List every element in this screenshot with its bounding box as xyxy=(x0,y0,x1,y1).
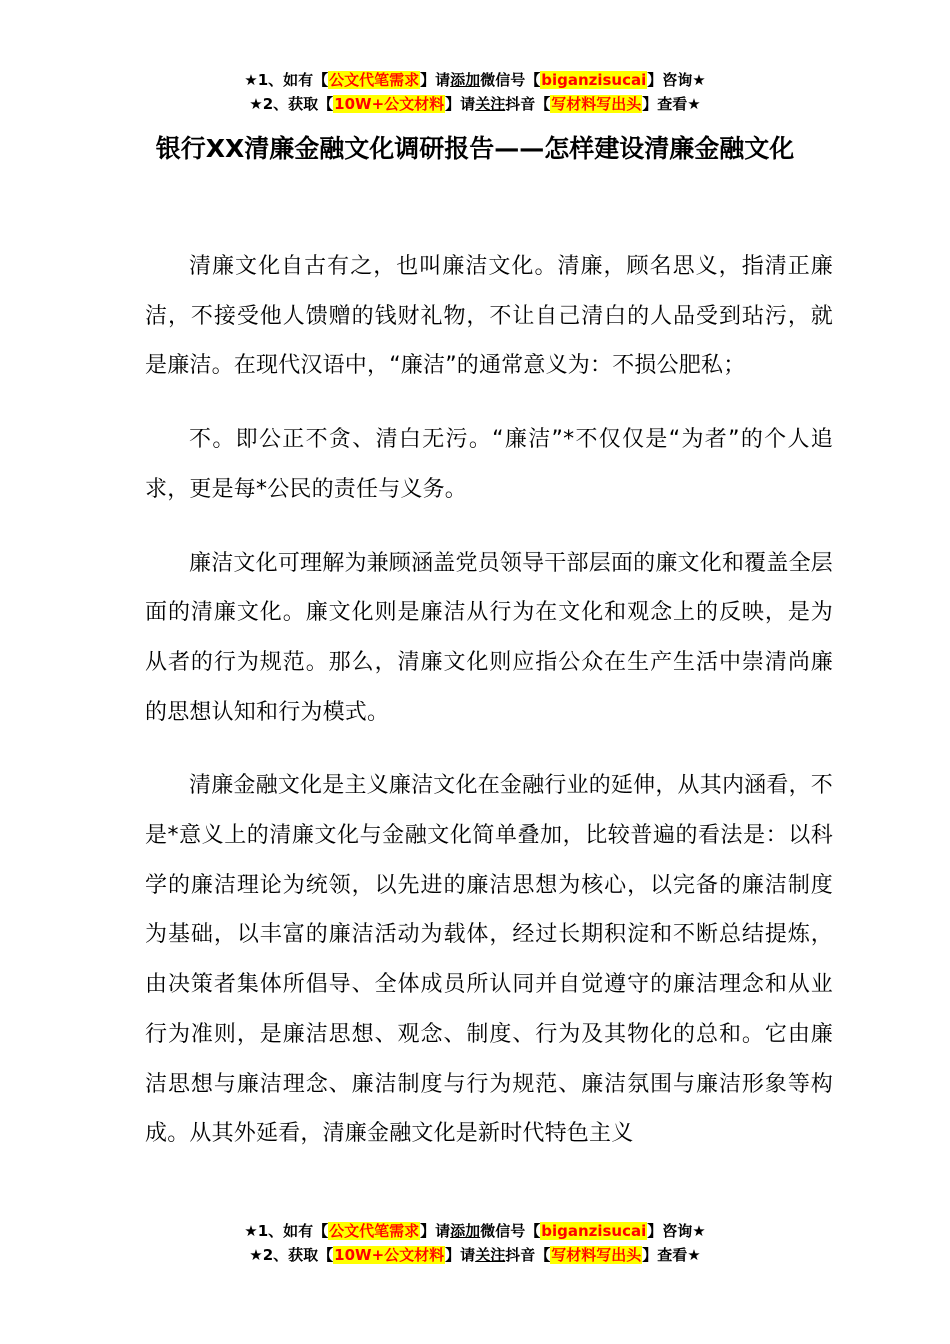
paragraph: 廉洁文化可理解为兼顾涵盖党员领导干部层面的廉文化和覆盖全层面的清廉文化。廉文化则是廉洁从行为在文化和观念上的反映，是为从者的行为规范。那么，清廉文化则应指公众在生产生活中崇清尚廉的思想认知和行为模式。 xyxy=(145,550,833,725)
document-title: 银行XX清廉金融文化调研报告——怎样建设清廉金融文化 xyxy=(155,134,795,163)
promo-underlined: 关注 xyxy=(475,1246,506,1264)
star-icon: ★ xyxy=(692,71,706,89)
promo-text: 】查看 xyxy=(642,1246,688,1264)
star-icon: ★ xyxy=(249,95,263,113)
promo-text: 抖音【 xyxy=(505,1246,551,1264)
promo-underlined: 添加 xyxy=(450,71,481,89)
paragraph: 清廉金融文化是主义廉洁文化在金融行业的延伸，从其内涵看，不是*意义上的清廉文化与金融文化简单叠加，比较普遍的看法是：以科学的廉洁理论为统领，以先进的廉洁思想为核心，以完备的廉洁制度为基础，以丰富的廉洁活动为载体，经过长期积淀和不断总结提炼，由决策者集体所倡导、全体成员所认同并自觉遵守的廉洁理念和从业行为准则，是廉洁思想、观念、制度、行为及其物化的总和。它由廉洁思想与廉洁理念、廉洁制度与行为规范、廉洁氛围与廉洁形象等构成。从其外延看，清廉金融文化是新时代特色主义 xyxy=(145,773,833,1147)
promo-text: 】请 xyxy=(445,1246,476,1264)
promo-highlight: 10W+公文材料 xyxy=(334,95,445,113)
promo-text: 抖音【 xyxy=(505,95,551,113)
promo-text: 】咨询 xyxy=(647,71,693,89)
star-icon: ★ xyxy=(244,71,258,89)
star-icon: ★ xyxy=(687,95,701,113)
promo-text: 1、如有【 xyxy=(257,71,329,89)
promo-highlight: 写材料写出头 xyxy=(551,95,642,113)
promo-highlight: 10W+公文材料 xyxy=(334,1246,445,1264)
promo-highlight: biganzisucai xyxy=(541,71,647,89)
promo-text: 】查看 xyxy=(642,95,688,113)
promo-underlined: 关注 xyxy=(475,95,506,113)
promo-line-1 xyxy=(0,68,950,92)
star-icon: ★ xyxy=(249,1246,263,1264)
promo-highlight: biganzisucai xyxy=(541,1222,647,1240)
document-body xyxy=(145,242,833,1183)
promo-text: 】咨询 xyxy=(647,1222,693,1240)
header-promo-banner xyxy=(0,68,950,116)
paragraph: 不。即公正不贪、清白无污。“廉洁”*不仅仅是“为者”的个人追求，更是每*公民的责任与义务。 xyxy=(145,427,833,502)
promo-text: 1、如有【 xyxy=(257,1222,329,1240)
star-icon: ★ xyxy=(687,1246,701,1264)
promo-text: 微信号【 xyxy=(480,71,541,89)
promo-line-1 xyxy=(0,1219,950,1243)
promo-text: 2、获取【 xyxy=(262,95,334,113)
promo-text: 2、获取【 xyxy=(262,1246,334,1264)
footer-promo-banner xyxy=(0,1219,950,1267)
promo-highlight: 写材料写出头 xyxy=(551,1246,642,1264)
star-icon: ★ xyxy=(244,1222,258,1240)
promo-line-2 xyxy=(0,1243,950,1267)
promo-underlined: 添加 xyxy=(450,1222,481,1240)
paragraph: 清廉文化自古有之，也叫廉洁文化。清廉，顾名思义，指清正廉洁，不接受他人馈赠的钱财礼物，不让自己清白的人品受到玷污，就是廉洁。在现代汉语中，“廉洁”的通常意义为：不损公肥私； xyxy=(145,254,833,379)
star-icon: ★ xyxy=(692,1222,706,1240)
promo-text: 微信号【 xyxy=(480,1222,541,1240)
promo-line-2 xyxy=(0,92,950,116)
promo-highlight: 公文代笔需求 xyxy=(329,71,420,89)
promo-text: 】请 xyxy=(445,95,476,113)
promo-text: 】请 xyxy=(420,1222,451,1240)
promo-text: 】请 xyxy=(420,71,451,89)
promo-highlight: 公文代笔需求 xyxy=(329,1222,420,1240)
